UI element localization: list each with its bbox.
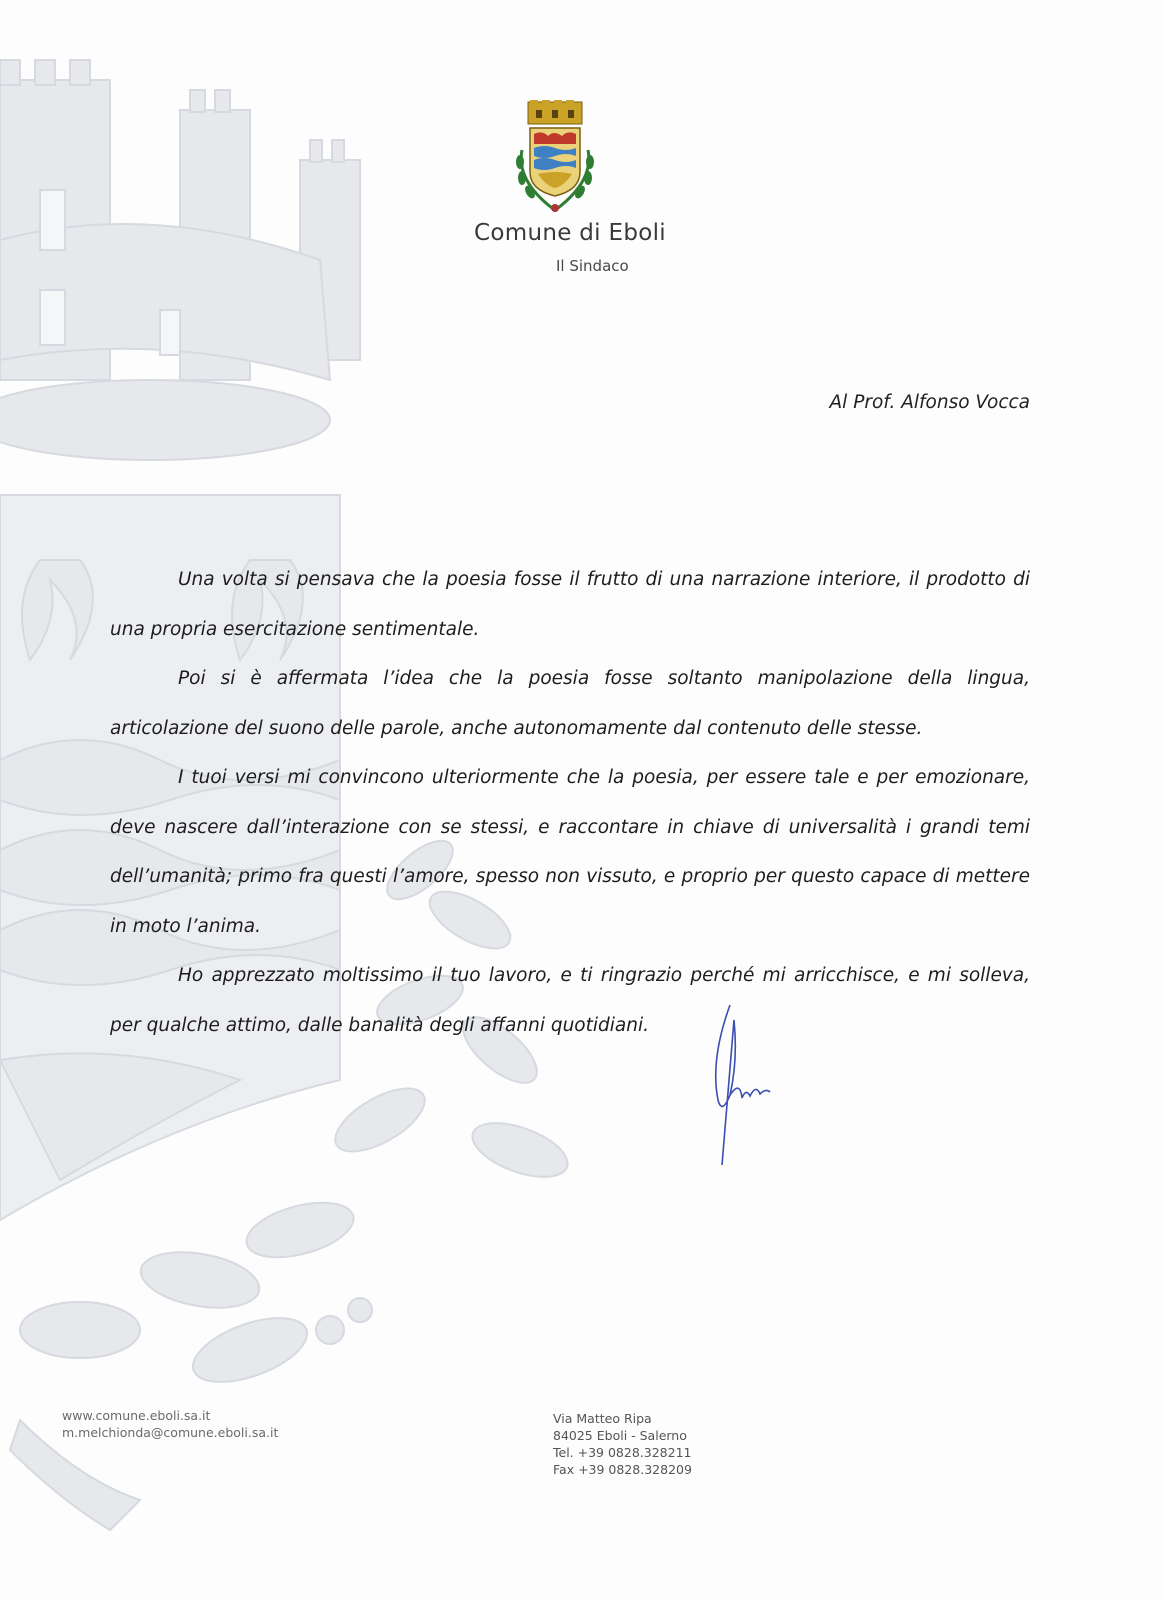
paragraph: Una volta si pensava che la poesia fosse il frutto di una narrazione interiore, il prodotto di una propria esercitazione sentimentale. (110, 569, 1030, 640)
address-city: 84025 Eboli - Salerno (553, 1428, 687, 1443)
email-link[interactable]: m.melchionda@comune.eboli.sa.it (62, 1425, 279, 1440)
website-link[interactable]: www.comune.eboli.sa.it (62, 1408, 211, 1423)
footer-contacts-online (62, 1407, 278, 1441)
paragraph: Ho apprezzato moltissimo il tuo lavoro, e ti ringrazio perché mi arricchisce, e mi solleva, per qualche attimo, dalle banalità degli affanni quotidiani. (110, 965, 1030, 1036)
municipality-title: Comune di Eboli (474, 220, 666, 246)
fax-number: Fax +39 0828.328209 (553, 1462, 692, 1477)
phone-number: Tel. +39 0828.328211 (553, 1445, 692, 1460)
footer-address (553, 1410, 692, 1478)
paragraph: Poi si è affermata l’idea che la poesia fosse soltanto manipolazione della lingua, articolazione del suono delle parole, anche autonomamente dal contenuto delle stesse. (110, 668, 1030, 739)
address-street: Via Matteo Ripa (553, 1411, 652, 1426)
paragraph: I tuoi versi mi convincono ulteriormente che la poesia, per essere tale e per emozionare, deve nascere dall’interazione con se stessi, e raccontare in chiave di universalità i grandi temi dell’umanità; primo fra questi l’amore, spesso non vissuto, e proprio per questo capace di mettere in moto l’anima. (110, 767, 1030, 937)
mayor-subtitle: Il Sindaco (556, 257, 629, 275)
handwritten-signature-icon (700, 1000, 800, 1170)
letter-body (110, 555, 1030, 1050)
eboli-coat-of-arms-icon (508, 100, 602, 216)
recipient-line: Al Prof. Alfonso Vocca (829, 392, 1030, 413)
